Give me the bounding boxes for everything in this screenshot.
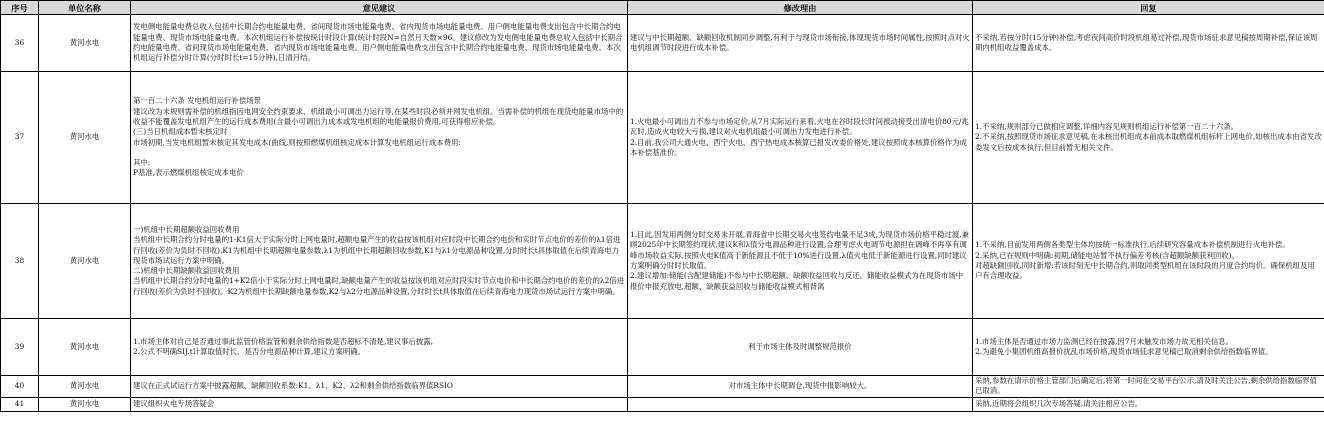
- reason-cell: [628, 72, 973, 204]
- table-row: [1, 376, 1324, 398]
- opinion-cell: [131, 376, 628, 398]
- reason-cell: [628, 376, 973, 398]
- reason-cell: [628, 204, 973, 319]
- reason-paragraph: 1.火电最小可调出力不参与市场定价,从7月实际运行来看,火电在谷时段长时间被动接受出清电价80元/兆瓦时,造成火电较大亏损,建议对火电机组最小可调出力发电进行补偿。: [630, 116, 969, 137]
- reason-paragraph: 利于市场主体及时调整规范报价: [748, 341, 852, 351]
- reply-paragraph: 采纳,参数在请示价格主管部门后确定后,将第一时间在交易平台公示,请及时关注公告,剩余供给指数临界值已取消。: [975, 376, 1317, 396]
- opinion-paragraph: P基准,表示燃煤机组核定成本电价: [133, 168, 244, 178]
- opinion-cell: [131, 319, 628, 376]
- reason-paragraph: [630, 399, 970, 409]
- unit-name: 黄河水电: [39, 376, 131, 398]
- opinion-paragraph: 当机组中长期合约分时电量的1-K1倍大于实际分时上网电量时,超额电量产生的收益按该机组对应时段中长期合约电价和实时节点电价的差价的λ1倍进行回收(差价为负时不回收),K1为机组中长期超额电量参数,λ1为机组中长期超额回收参数,K1与λ1分电源品种设置,分时时长t具体取值在后续青海电力现货市场试运行方案中明确。: [133, 235, 621, 265]
- header-unit: 单位名称: [39, 1, 131, 15]
- reply-paragraph: 1.不采纳,规则部分已做相应调整,详细内容见规则机组运行补偿第一百二十六条。: [975, 122, 1239, 132]
- opinion-paragraph: 发电侧电能量电费总收入包括中长期合约电能量电费、省间现货市场电能量电费、省内现货市场电能量电费。用户侧电能量电费支出包含中长期合约电能量电费、现货市场电能量电费。本次机组运行补偿按统计时段计算(统计时段N=自然月天数×96。建议修改为发电侧电能量电费总收入包括中长期合约电能量电费、省间现货市场电能量电费、省内现货市场电能量电费。用户侧电能量电费支出包含中长期合约电能量电费、现货市场电能量电费。本次机组运行补偿分时计算(分时时长t=15分钟),日清月结。: [133, 22, 623, 63]
- opinion-cell: [131, 397, 628, 411]
- opinion-cell: [131, 15, 628, 72]
- reply-paragraph: 对超缺额回收,同时新增:若该时刻无中长期合约,则取同类型机组在该时段的月度合约均价。确保机组及用户有合理收益。: [975, 261, 1315, 281]
- opinion-paragraph: [133, 148, 625, 158]
- reply-paragraph: 2.采纳,已在规则中明确:初期,储能电站暂不执行偏差考核(含超额缺额获利回收)。: [975, 250, 1239, 260]
- header-row: [1, 1, 1324, 15]
- header-no: 序号: [1, 1, 39, 15]
- opinion-paragraph: 建议组织火电专场答疑会: [133, 398, 215, 408]
- table-row: [1, 319, 1324, 376]
- reason-paragraph: 2.建议增加:储能(含配建储能)不参与中长期超额、缺额收益回收与反还。储能收益模式为在现货市场中报价申报充放电,超额、缺额获益回收与储能收益模式相背离: [630, 271, 964, 291]
- reply-paragraph: 1.不采纳,目前发用两侧各类型主体均按统一标准执行,后续研究容量成本补偿机制进行火电补偿。: [975, 240, 1290, 250]
- opinion-cell: [131, 72, 628, 204]
- table-row: [1, 72, 1324, 204]
- reply-paragraph: 采纳,近期将会组织几次专场答疑,请关注相应公告。: [975, 398, 1143, 408]
- unit-name: 黄河水电: [39, 397, 131, 411]
- opinion-paragraph: 建议在正式试运行方案中披露超额、缺额回收系数:K1、λ1、K2、λ2和剩余供给指数临界值RSIO: [133, 381, 453, 391]
- header-opinion: 意见建议: [131, 1, 628, 15]
- reply-paragraph: 不采纳,若按分时(15分钟)补偿,考虑夜间高价时段机组易过补偿,现货市场征求意见稿按周期补偿,保证该周期内机组收益覆盖成本。: [975, 32, 1318, 52]
- table-row: [1, 15, 1324, 72]
- reply-cell: [973, 72, 1324, 204]
- reply-paragraph: 2.为避免小集团机组高报价扰乱市场价格,现货市场征求意见稿已取消剩余供给指数临界值。: [975, 347, 1273, 356]
- unit-name: 黄河水电: [39, 204, 131, 319]
- opinion-paragraph: 市场初期,当发电机组暂未核定其发电成本(曲线,则按照燃煤机组核定成本计算发电机组运行成本费用:: [133, 137, 461, 147]
- opinion-paragraph: 1.市场主体对自己是否通过事此监管价格监管和剩余供给指数是否超标不清楚,建议事后披露,: [133, 336, 433, 346]
- row-number: 40: [1, 376, 39, 398]
- opinion-paragraph: 二)机组中长期缺额收益回收费用: [133, 266, 240, 276]
- reason-cell: [628, 319, 973, 376]
- reason-paragraph: 2.目前,我公司大通火电、西宁火电、西宁热电成本核算已报发改委价格处,建议按照成本核算价格作为成本补偿基准价。: [630, 137, 967, 157]
- reply-cell: [973, 319, 1324, 376]
- reason-cell: [628, 15, 973, 72]
- reason-cell: [628, 397, 973, 411]
- opinion-paragraph: 建议改为未规则需补偿的机组指因电网安全约束要求、机组最小可调出力运行等,在某些时段必须并网发电机组。当需补偿的机组在现货电能量市场中的收益不能覆盖发电机组产生的运行成本费用(含最小可调出力成本或发电机组的电能量报价费用,可获得相应补偿。: [133, 106, 624, 126]
- reply-cell: [973, 15, 1324, 72]
- unit-name: 黄河水电: [39, 319, 131, 376]
- unit-name: 黄河水电: [39, 15, 131, 72]
- unit-name: 黄河水电: [39, 72, 131, 204]
- table-row: [1, 397, 1324, 411]
- opinion-paragraph: 其中:: [133, 158, 151, 168]
- opinion-paragraph: 2.公式不明确SIJ.t计算取值时长、是否分电源品种计算,建议方案明确。: [133, 347, 366, 356]
- reason-paragraph: 1.目此,因发用两侧分时交易未开展,青海省中长期交易火电签约电量不足3成,为现货市场价格平稳过渡,兼顾2025年中长期签约现状,建议K和λ值分电源品种进行设置,合理考虑火电调节电源担在调峰不再享有调峰市场收益实际,按照火电K值高于新能源且不低于10%进行设置,λ值火电低于新能源进行设置,同时建议方案明确分时时长取值。: [630, 230, 969, 270]
- header-reply: 回复: [973, 1, 1324, 15]
- reply-cell: [973, 376, 1324, 398]
- opinion-paragraph: 一)机组中长期超额收益回收费用: [133, 224, 240, 234]
- opinion-paragraph: (三)当日机组成本暂未核定时: [133, 127, 228, 137]
- reason-paragraph: 建议与中长期超额、缺额回收机制同步调整,有利于与现货市场衔接,体现现货市场时间属性,按照时点对火电机组调节时段进行成本补偿。: [630, 32, 970, 52]
- reply-cell: [973, 397, 1324, 411]
- row-number: 37: [1, 72, 39, 204]
- row-number: 36: [1, 15, 39, 72]
- row-number: 38: [1, 204, 39, 319]
- header-reason: 修改理由: [628, 1, 973, 15]
- row-number: 41: [1, 397, 39, 411]
- reply-paragraph: 1.市场主体是否通过市场力监测已经在披露,因7月未触发市场力故无相关信息。: [975, 336, 1233, 346]
- table-row: [1, 204, 1324, 319]
- reply-cell: [973, 204, 1324, 319]
- reply-paragraph: 2.不采纳,按照现货市场征求意见稿,在未核出机组成本前成本取燃煤机组标杆上网电价,如核出成本由省发改委发文后按成本执行,但目前暂无相关文件。: [975, 132, 1322, 152]
- row-number: 39: [1, 319, 39, 376]
- reason-paragraph: 对市场主体中长期调仓,现货中报影响较大。: [728, 381, 872, 391]
- opinion-paragraph: 当机组中长期合约分时电量的1+K2倍小于实际分时上网电量时,缺额电量产生的收益按该机组对应时段实时节点电价和中长期合约电价的差价的λ2倍进行回收(差价为负时不回收)。K2为机组中长期缺额电量参数,K2与λ2分电源品种设置,分时时长t具体取值在后续青海电力现货市场试运行方案中明确。: [133, 276, 625, 296]
- opinion-cell: [131, 204, 628, 319]
- opinion-paragraph: 第一百二十六条 发电机组运行补偿场景: [133, 96, 261, 106]
